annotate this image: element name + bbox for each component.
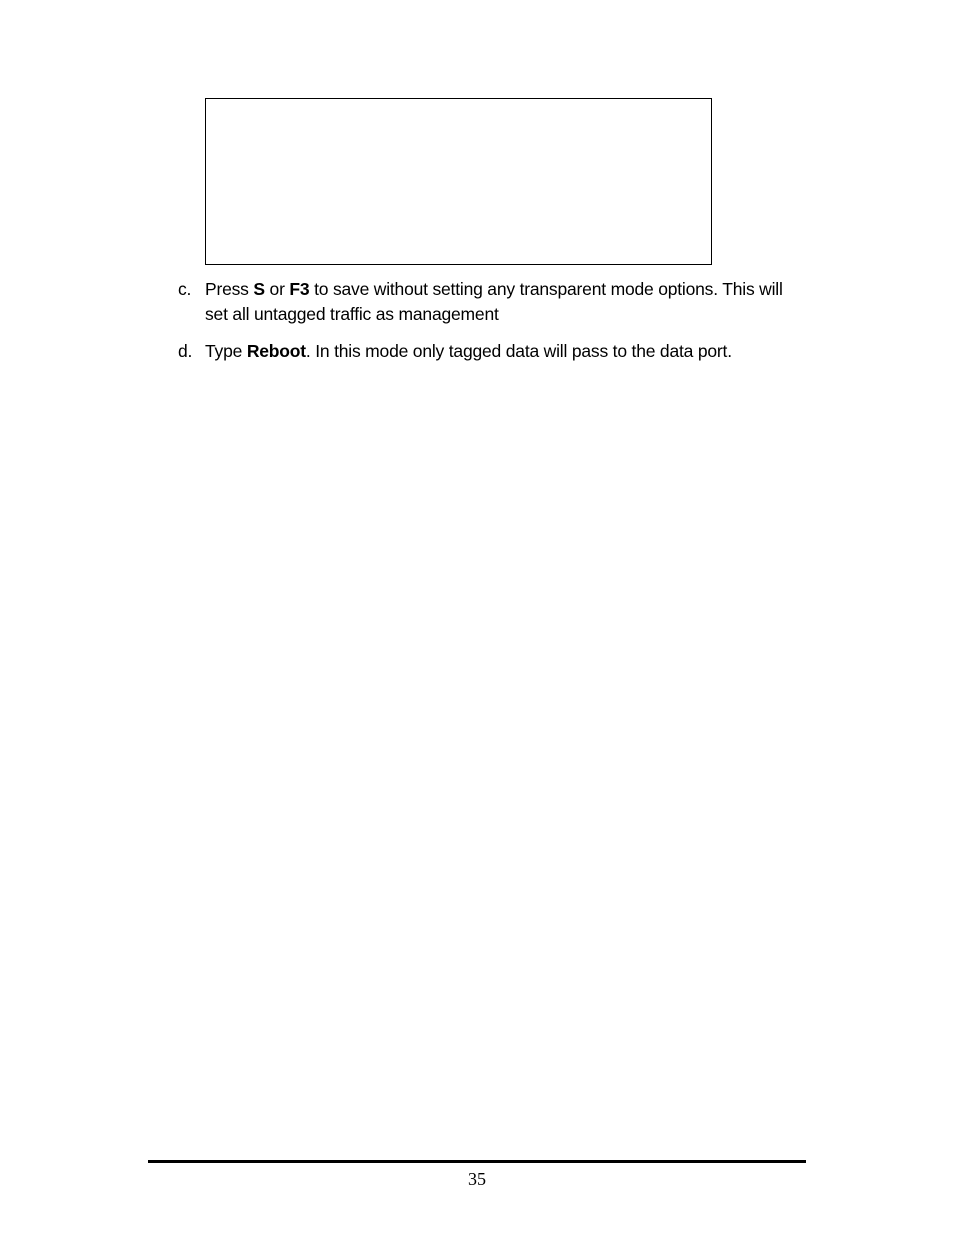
step-d-text-2: . In this mode only tagged data will pass to the data port. <box>305 341 732 361</box>
command-reboot: Reboot <box>246 341 306 361</box>
step-d-text <box>205 339 798 364</box>
step-c-text-1: Press <box>205 279 254 299</box>
footer-rule <box>148 1160 806 1163</box>
step-c-text-2: or <box>264 279 290 299</box>
terminal-screenshot-frame <box>205 98 712 265</box>
step-d-text-1: Type <box>205 341 247 361</box>
step-c-text-3: to save without setting any transparent mode options. This will set all untagged traffic as management <box>205 279 783 324</box>
step-c-marker: c. <box>178 279 192 299</box>
step-c-text <box>205 277 798 327</box>
key-f3: F3 <box>289 279 310 299</box>
step-d <box>178 339 798 364</box>
step-d-marker: d. <box>178 341 193 361</box>
page-number: 35 <box>468 1169 486 1189</box>
key-s: S <box>253 279 265 299</box>
step-c <box>178 277 798 327</box>
